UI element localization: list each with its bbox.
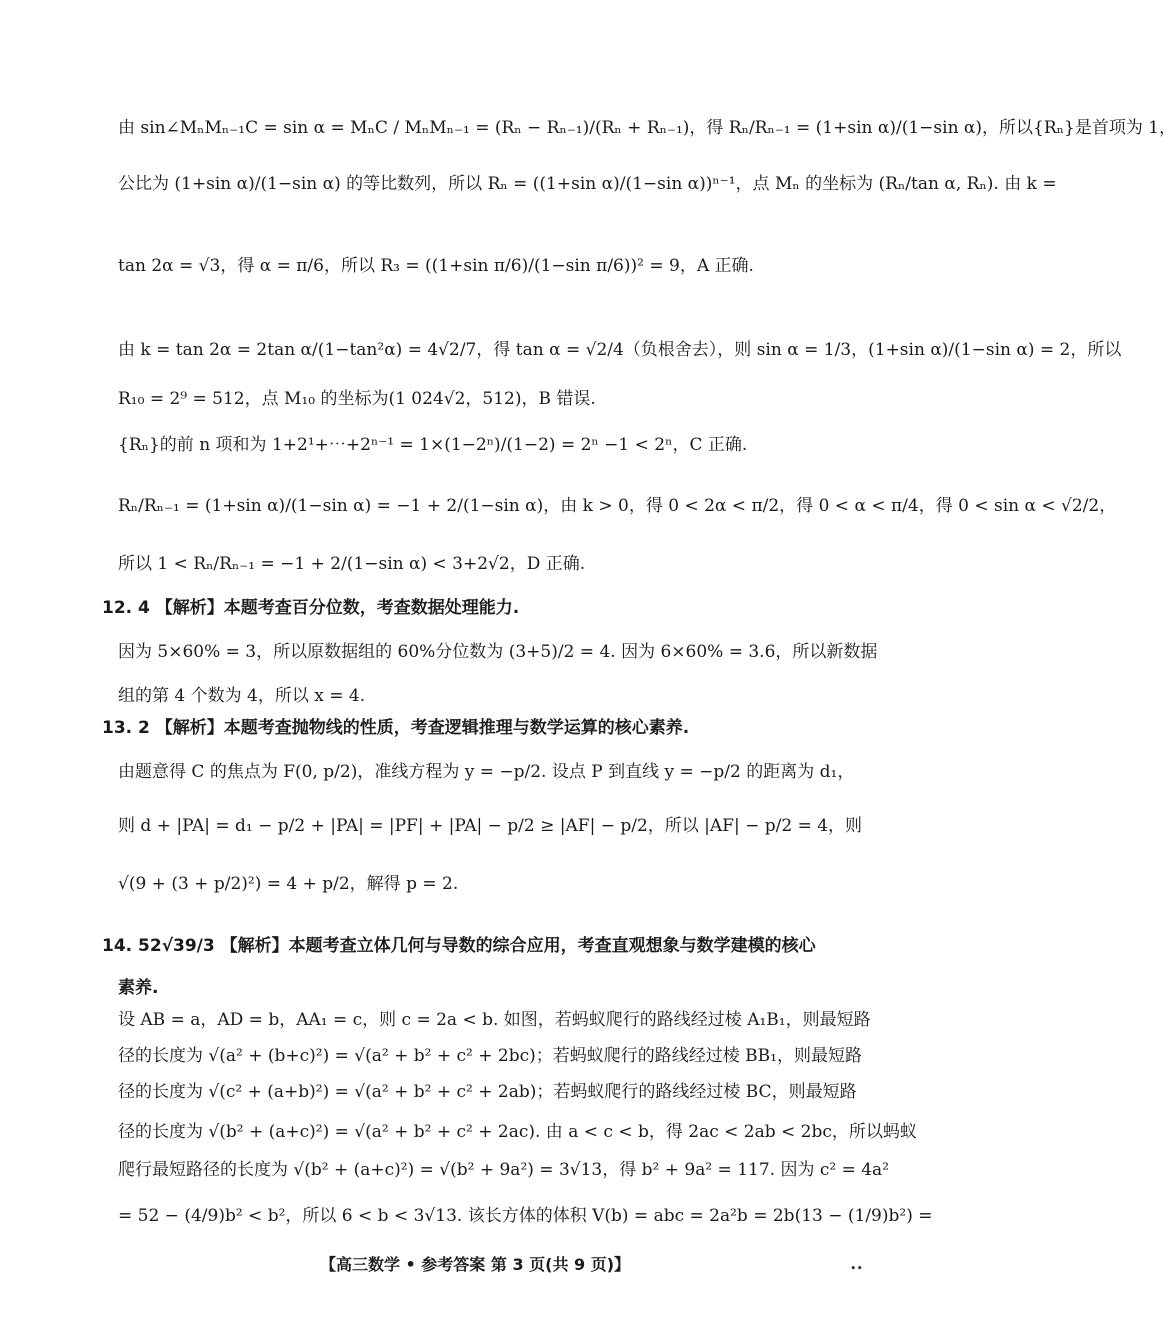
text-line-18: 设 AB = a，AD = b，AA₁ = c，则 c = 2a < b. 如图，若蚂蚁爬行的路线经过棱 A₁B₁，则最短路 — [118, 1010, 871, 1030]
text-line-10: 因为 5×60% = 3，所以原数据组的 60%分位数为 (3+5)/2 = 4. 因为 6×60% = 3.6，所以新数据 — [118, 642, 878, 662]
text-line-2: 公比为 (1+sin α)/(1−sin α) 的等比数列，所以 Rₙ = ((1+sin α)/(1−sin α))ⁿ⁻¹，点 Mₙ 的坐标为 (Rₙ/tan α, Rₙ). 由 k = — [118, 174, 1057, 194]
text-line-19: 径的长度为 √(a² + (b+c)²) = √(a² + b² + c² + 2bc)；若蚂蚁爬行的路线经过棱 BB₁，则最短路 — [118, 1046, 862, 1066]
corner-mark: •• — [850, 1262, 863, 1275]
text-line-7: Rₙ/Rₙ₋₁ = (1+sin α)/(1−sin α) = −1 + 2/(1−sin α)，由 k > 0，得 0 < 2α < π/2，得 0 < α < π/4，得 0 < sin α < √2/2， — [118, 496, 1117, 516]
text-line-20: 径的长度为 √(c² + (a+b)²) = √(a² + b² + c² + 2ab)；若蚂蚁爬行的路线经过棱 BC，则最短路 — [118, 1082, 857, 1102]
text-line-17: 素养. — [118, 978, 159, 998]
text-line-5: R₁₀ = 2⁹ = 512，点 M₁₀ 的坐标为(1 024√2，512)，B 错误. — [118, 389, 596, 409]
text-line-22: 爬行最短路径的长度为 √(b² + (a+c)²) = √(b² + 9a²) = 3√13，得 b² + 9a² = 117. 因为 c² = 4a² — [118, 1160, 890, 1180]
text-line-21: 径的长度为 √(b² + (a+c)²) = √(a² + b² + c² + 2ac). 由 a < c < b，得 2ac < 2ab < 2bc，所以蚂蚁 — [118, 1122, 917, 1142]
text-line-8: 所以 1 < Rₙ/Rₙ₋₁ = −1 + 2/(1−sin α) < 3+2√2，D 正确. — [118, 554, 586, 574]
text-line-11: 组的第 4 个数为 4，所以 x = 4. — [118, 686, 366, 706]
text-line-1: 由 sin∠MₙMₙ₋₁C = sin α = MₙC / MₙMₙ₋₁ = (Rₙ − Rₙ₋₁)/(Rₙ + Rₙ₋₁)，得 Rₙ/Rₙ₋₁ = (1+sin α)/(1−sin α)，所以{Rₙ}是首项为 1， — [118, 118, 1176, 138]
text-line-14: 则 d + |PA| = d₁ − p/2 + |PA| = |PF| + |PA| − p/2 ≥ |AF| − p/2，所以 |AF| − p/2 = 4，则 — [118, 816, 863, 836]
text-line-4: 由 k = tan 2α = 2tan α/(1−tan²α) = 4√2/7，得 tan α = √2/4（负根舍去），则 sin α = 1/3，(1+sin α)/(1−sin α) = 2，所以 — [118, 340, 1122, 360]
answer-13-header: 13. 2 【解析】本题考查抛物线的性质，考查逻辑推理与数学运算的核心素养. — [102, 718, 690, 738]
text-line-13: 由题意得 C 的焦点为 F(0, p/2)，准线方程为 y = −p/2. 设点 P 到直线 y = −p/2 的距离为 d₁， — [118, 762, 855, 782]
answer-14-header: 14. 52√39/3 【解析】本题考查立体几何与导数的综合应用，考查直观想象与数学建模的核心 — [102, 936, 816, 956]
text-line-23: = 52 − (4/9)b² < b²，所以 6 < b < 3√13. 该长方体的体积 V(b) = abc = 2a²b = 2b(13 − (1/9)b²) = — [118, 1206, 933, 1226]
text-line-6: {Rₙ}的前 n 项和为 1+2¹+⋯+2ⁿ⁻¹ = 1×(1−2ⁿ)/(1−2) = 2ⁿ −1 < 2ⁿ，C 正确. — [118, 435, 748, 455]
answer-12-header: 12. 4 【解析】本题考查百分位数，考查数据处理能力. — [102, 598, 520, 618]
text-line-15: √(9 + (3 + p/2)²) = 4 + p/2，解得 p = 2. — [118, 874, 459, 894]
page-footer: 【高三数学 • 参考答案 第 3 页(共 9 页)】 — [319, 1255, 631, 1274]
text-line-3: tan 2α = √3，得 α = π/6，所以 R₃ = ((1+sin π/6)/(1−sin π/6))² = 9，A 正确. — [118, 256, 754, 276]
